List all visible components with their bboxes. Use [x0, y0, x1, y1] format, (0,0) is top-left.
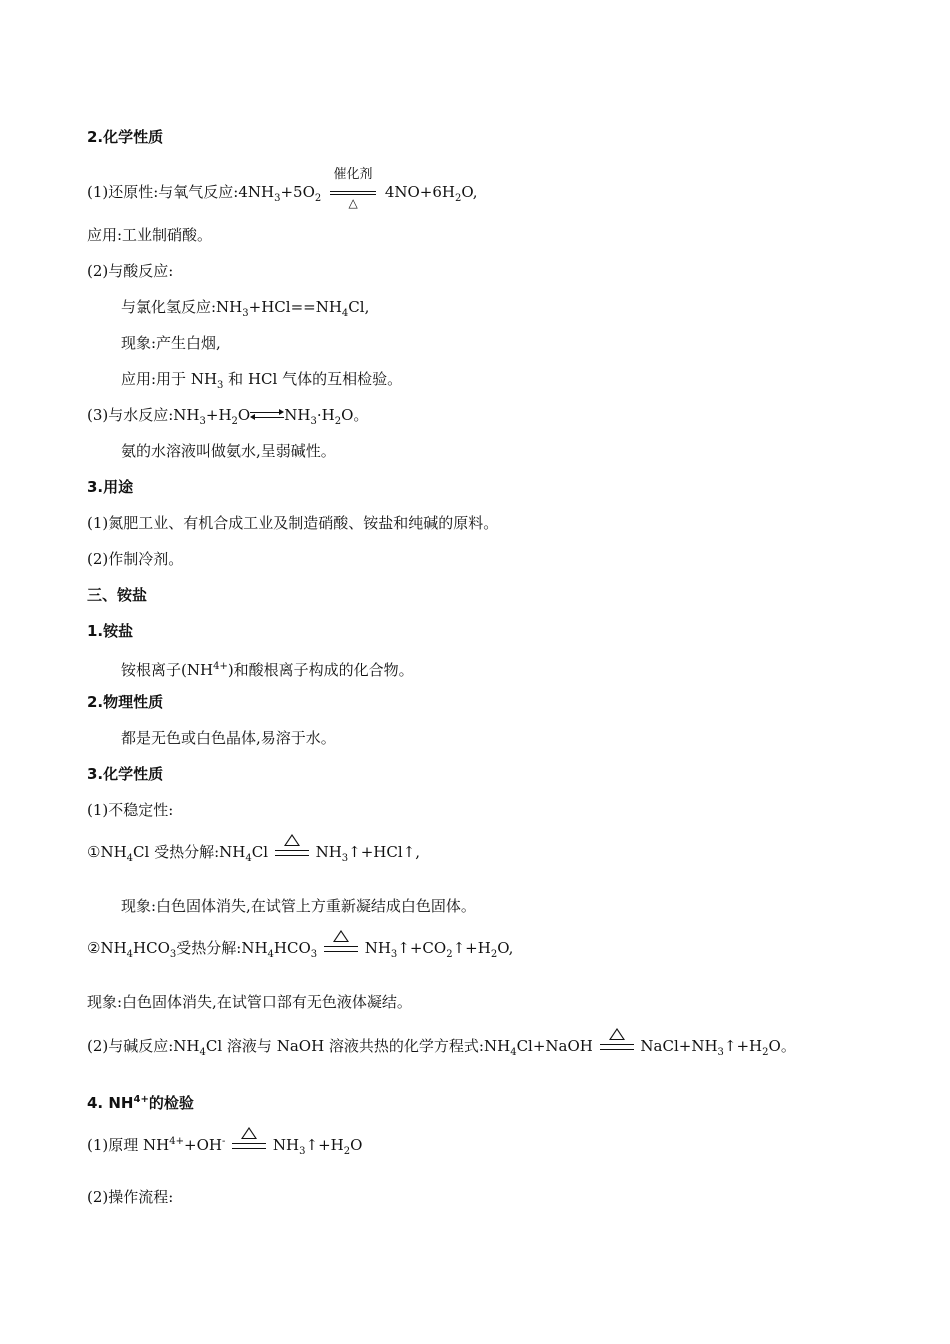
nh4hco3-phenomenon: 现象:白色固体消失,在试管口部有无色液体凝结。 [87, 993, 412, 1011]
heat-equals-sign [600, 1044, 634, 1050]
ammonia-water-note: 氨的水溶液叫做氨水,呈弱碱性。 [121, 442, 336, 460]
base-reaction: (2)与碱反应$:NH_4Cl$ 溶液与 NaOH 溶液共热的化学方程式$:NH_4Cl+NaOH$ $NaCl+NH_3↑+H_2O$。 [87, 1036, 796, 1063]
section-title-uses: 3.用途 [87, 478, 134, 496]
nh4hco3-decomposition: $②NH_4HCO_3$受热分解$:NH_4HCO_3$ $NH_3↑+CO_2↑+H_2O$, [87, 938, 513, 965]
application-text: 应用:工业制硝酸。 [87, 226, 213, 244]
heat-equals-sign [324, 946, 358, 952]
heat-equals-sign [232, 1143, 266, 1149]
heat-equals-sign [275, 850, 309, 856]
water-reaction: (3)与水反应$:NH_3+H_2O$ $NH_3\cdot H_2O$。 [87, 406, 369, 427]
reversible-arrow [250, 412, 284, 420]
nh4cl-decomposition: $①NH_4Cl$ 受热分解$:NH_4Cl$ $NH_3↑+HCl↑$, [87, 842, 420, 869]
chemical-properties-title: 3.化学性质 [87, 765, 164, 783]
ammonium-salt-definition: 铵根离子$(NH^{4+})$和酸根离子构成的化合物。 [121, 661, 414, 679]
phenomenon-text: 现象:产生白烟, [121, 334, 221, 352]
nh4cl-phenomenon: 现象:白色固体消失,在试管上方重新凝结成白色固体。 [121, 897, 476, 915]
operation-flow-title: (2)操作流程: [87, 1188, 174, 1206]
hcl-equation: 与氯化氢反应$:NH_3+HCl==NH_4Cl$, [121, 298, 370, 319]
reduction-equation: (1)还原性:与氧气反应$:4NH_3+5O_2$ 催化剂 △ $4NO+6H_2O$, [87, 167, 478, 210]
heading-ammonium-salts: 三、铵盐 [87, 586, 148, 604]
physical-properties-title: 2.物理性质 [87, 693, 164, 711]
uses-item-1: (1)氮肥工业、有机合成工业及制造硝酸、铵盐和纯碱的原料。 [87, 514, 499, 532]
application-detection-text: 应用:用于 $NH_3$ 和 HCl 气体的互相检验。 [121, 370, 403, 391]
ammonium-salt-title: 1.铵盐 [87, 622, 134, 640]
ammonium-detection-title: 4. $NH^{4+}$的检验 [87, 1094, 194, 1112]
uses-item-2: (2)作制冷剂。 [87, 550, 184, 568]
physical-properties-text: 都是无色或白色晶体,易溶于水。 [121, 729, 336, 747]
section-title-chemical-properties: 2.化学性质 [87, 128, 164, 146]
catalyst-arrow: 催化剂 △ [330, 191, 376, 195]
instability-title: (1)不稳定性: [87, 801, 174, 819]
detection-principle: (1)原理 $NH^{4+}+OH^-$ $NH_3↑+H_2O$ [87, 1132, 362, 1162]
acid-reaction-title: (2)与酸反应: [87, 262, 174, 280]
